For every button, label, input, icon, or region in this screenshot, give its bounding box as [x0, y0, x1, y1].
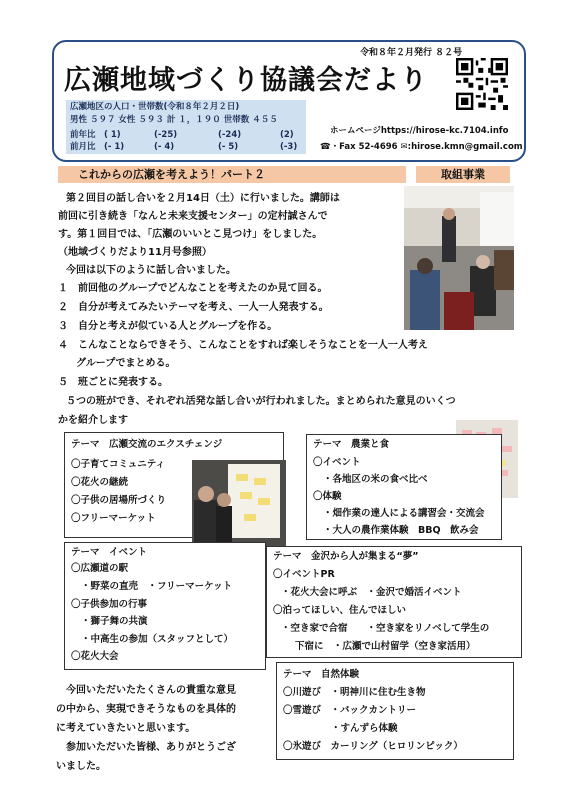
list-item: 下宿に ・広瀬で山村留学（空き家活用） — [295, 641, 476, 652]
body-line: 前回に引き続き「なんと未来支援センター」の定村誠さんで — [58, 211, 328, 222]
stats-value: (-3) — [280, 142, 298, 152]
list-item: 〇フリーマーケット — [71, 513, 156, 524]
stats-row-label: 前年比 — [70, 130, 96, 140]
section-title-bar — [58, 166, 406, 183]
theme-title: テーマ イベント — [71, 547, 148, 558]
stats-totals: 男性 ５９７ 女性 ５９３ 計 １，１９０ 世帯数 ４５５ — [70, 115, 278, 125]
list-item: ・獅子舞の共演 — [81, 616, 148, 627]
page-title: 広瀬地域づくり協議会だより — [64, 65, 428, 96]
list-item: 〇広瀬道の駅 — [71, 563, 129, 574]
qr-code-icon[interactable] — [456, 58, 508, 110]
list-item: ・畑作業の達人による講習会・交流会 — [323, 508, 485, 519]
theme-title: テーマ 農業と食 — [313, 439, 390, 450]
body-line: ４ こんなことならできそう、こんなことをすれば楽しそうなことを一人一人考え — [58, 340, 428, 351]
list-item: ・すんずら体験 — [331, 723, 398, 734]
population-stats — [66, 100, 306, 154]
theme-title: テーマ 広瀬交流のエクスチェンジ — [71, 439, 223, 450]
list-item: 〇雪遊び ・バックカントリー — [283, 705, 417, 716]
closing-line: 今回いただいたたくさんの貴重な意見 — [66, 685, 236, 696]
list-item: ・大人の農作業体験 BBQ 飲み会 — [323, 525, 479, 536]
list-item: 〇子供参加の行事 — [71, 599, 148, 610]
list-item: 〇泊ってほしい、住んでほしい — [273, 605, 407, 616]
issue-label: 令和８年２月発行 ８２号 — [360, 48, 463, 58]
theme-box-event — [64, 542, 266, 670]
theme-box-agriculture — [306, 434, 502, 540]
body-line: ２ 自分が考えてみたいテーマを考え、一人一人発表する。 — [58, 302, 329, 313]
list-item: 〇子育てコミュニティ — [71, 459, 166, 470]
closing-line: の中から、実現できそうなものを具体的 — [56, 704, 236, 715]
contact-info: ☎・Fax 52-4696 ✉:hirose.kmn@gmail.com — [320, 142, 523, 152]
body-line: ５ 班ごとに発表する。 — [58, 377, 168, 388]
body-line: １ 前回他のグループでどんなことを考えたのか見て回る。 — [58, 283, 328, 294]
list-item: 〇花火の継続 — [71, 477, 129, 488]
stats-value: ( 1) — [104, 130, 121, 140]
body-line: す。第１回目では、「広瀬のいいとこ見つけ」をしました。 — [58, 229, 323, 240]
theme-title: テーマ 金沢から人が集まる“夢” — [273, 551, 419, 562]
body-line: かを紹介します — [58, 415, 128, 426]
presentation-photo — [192, 460, 286, 550]
list-item: ・各地区の米の食べ比べ — [323, 474, 428, 485]
homepage-link[interactable]: ホームページhttps://hirose-kc.7104.info — [330, 126, 509, 136]
theme-title: テーマ 自然体験 — [283, 669, 360, 680]
closing-line: 参加いただいた皆様、ありがとうござ — [66, 742, 236, 753]
body-line: ５つの班ができ、それぞれ活発な話し合いが行われました。まとめられた意見のいくつ — [66, 396, 456, 407]
section-title: これからの広瀬を考えよう！パート２ — [78, 168, 265, 181]
list-item: 〇花火大会 — [71, 651, 119, 662]
stats-value: (- 5) — [218, 142, 239, 152]
stats-row-label: 前月比 — [70, 142, 96, 152]
list-item: 〇子供の居場所づくり — [71, 495, 167, 506]
stats-value: (- 1) — [104, 142, 125, 152]
stats-value: (-25) — [154, 130, 178, 140]
stats-value: (- 4) — [154, 142, 175, 152]
list-item: 〇氷遊び カーリング（ヒロリンピック） — [283, 741, 463, 752]
list-item: ・空き家で合宿 ・空き家をリノベして学生の — [281, 623, 490, 634]
section-tag: 取組事業 — [416, 166, 510, 183]
body-line: グループでまとめる。 — [76, 358, 176, 369]
closing-line: に考えていきたいと思います。 — [56, 723, 196, 734]
list-item: ・中高生の参加（スタッフとして） — [81, 634, 234, 645]
stats-heading: 広瀬地区の人口・世帯数(令和８年２月２日) — [70, 102, 240, 112]
body-line: 今回は以下のように話し合いました。 — [66, 265, 236, 276]
theme-box-dream — [266, 546, 522, 658]
body-line: （地域づくりだより11月号参照） — [58, 247, 212, 258]
stats-value: (-24) — [218, 130, 242, 140]
list-item: ・野菜の直売 ・フリーマーケット — [81, 581, 233, 592]
list-item: 〇イベント — [313, 457, 361, 468]
body-line: ３ 自分と考えが似ている人とグループを作る。 — [58, 321, 278, 332]
stats-value: (2) — [280, 130, 294, 140]
list-item: 〇体験 — [313, 491, 342, 502]
list-item: ・花火大会に呼ぶ ・金沢で婚活イベント — [281, 587, 462, 598]
body-line: 第２回目の話し合いを２月14日（土）に行いました。講師は — [66, 193, 340, 204]
theme-box-nature — [276, 662, 514, 760]
closing-line: いました。 — [56, 761, 106, 772]
list-item: 〇イベントPR — [273, 569, 335, 580]
meeting-photo — [404, 186, 514, 330]
list-item: 〇川遊び ・明神川に住む生き物 — [283, 687, 426, 698]
